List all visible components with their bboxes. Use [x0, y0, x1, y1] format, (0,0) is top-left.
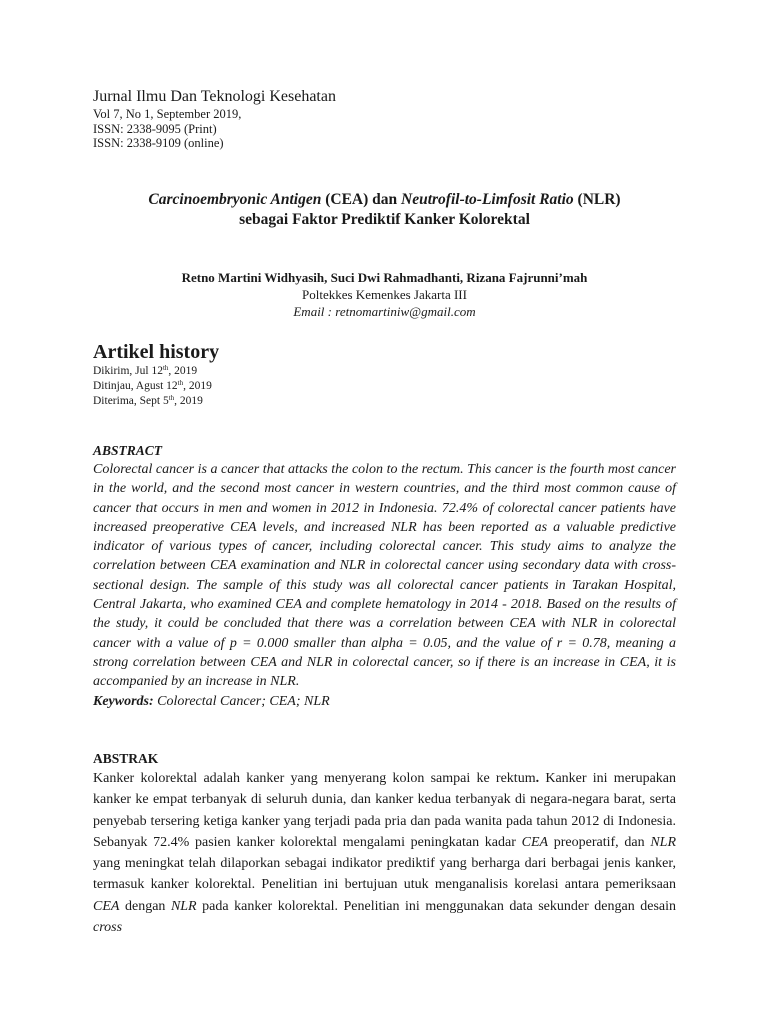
- title-nlr-term: Neutrofil-to-Limfosit Ratio: [401, 191, 574, 208]
- abstrak-section: [93, 750, 676, 938]
- journal-name: Jurnal Ilmu Dan Teknologi Kesehatan: [93, 88, 336, 105]
- history-reviewed-ordinal: th: [177, 379, 184, 387]
- article-history: [93, 340, 683, 409]
- history-sent: [93, 364, 683, 379]
- abstrak-bold-period: .: [535, 771, 540, 786]
- abstrak-term-cea-2: CEA: [93, 898, 120, 914]
- history-accepted-year: , 2019: [174, 395, 203, 407]
- history-reviewed: [93, 379, 683, 394]
- abstrak-term-cea: CEA: [521, 834, 549, 850]
- abstrak-text-4: yang meningkat telah dilaporkan sebagai indikator prediktif yang berharga dari berbagai jenis kanker, termasuk kanker kolorektal. Penelitian ini bertujuan utuk menganalisis korelasi antara pemeriksaan: [93, 856, 676, 893]
- abstract-heading: ABSTRACT: [93, 443, 163, 458]
- history-sent-year: , 2019: [168, 365, 198, 377]
- abstract-section: [93, 442, 676, 711]
- keywords-label: Keywords:: [93, 693, 154, 709]
- history-accepted: [93, 394, 683, 409]
- abstrak-text-6: pada kanker kolorektal. Penelitian ini menggunakan data sekunder dengan desain: [196, 898, 676, 914]
- abstract-body: Colorectal cancer is a cancer that attacks the colon to the rectum. This cancer is the fourth most cancer in the world, and the second most cancer in western countries, and the third most common cause of cancer that occurs in men and women in 2012 in Indonesia. 72.4% of colorectal cancer patients have increased preoperative CEA levels, and increased NLR has been reported as a valuable predictive indicator of various types of cancer, including colorectal cancer. This study aims to analyze the correlation between CEA examination and NLR in colorectal cancer using secondary data with cross-sectional design. The sample of this study was all colorectal cancer patients in Tarakan Hospital, Central Jakarta, who examined CEA and complete hematology in 2014 - 2018. Based on the results of the study, it could be concluded that there was a correlation between CEA with NLR in colorectal cancer with a value of p = 0.000 smaller than alpha = 0.05, and the value of r = 0.78, meaning a strong correlation between CEA and NLR in colorectal cancer, so if there is an increase in CEA, it is accompanied by an increase in NLR.: [93, 462, 676, 690]
- title-line-1: [93, 190, 676, 210]
- keywords-line: [93, 692, 676, 711]
- history-accepted-date: Diterima, Sept 5: [93, 395, 169, 407]
- history-sent-date: Dikirim, Jul 12: [93, 365, 163, 377]
- paper-title: [93, 190, 676, 230]
- author-email: Email : retnomartiniw@gmail.com: [293, 304, 476, 319]
- abstrak-term-cross: cross: [93, 920, 123, 936]
- author-block: [93, 269, 676, 320]
- title-cea-abbrev: (CEA) dan: [321, 191, 402, 208]
- abstrak-text-5: dengan: [119, 898, 171, 914]
- title-line-2: sebagai Faktor Prediktif Kanker Kolorektal: [239, 211, 530, 228]
- history-accepted-ordinal: th: [168, 394, 175, 402]
- journal-issn-online: ISSN: 2338-9109 (online): [93, 136, 224, 150]
- history-reviewed-date: Ditinjau, Agust 12: [93, 380, 178, 392]
- keywords-list: Colorectal Cancer; CEA; NLR: [153, 693, 330, 709]
- author-affiliation: Poltekkes Kemenkes Jakarta III: [302, 287, 467, 302]
- journal-issn-print: ISSN: 2338-9095 (Print): [93, 121, 217, 136]
- abstrak-term-nlr-2: NLR: [170, 898, 197, 914]
- abstrak-heading: ABSTRAK: [93, 751, 159, 766]
- abstrak-term-nlr: NLR: [650, 834, 677, 850]
- journal-volume: Vol 7, No 1, September 2019,: [93, 107, 242, 121]
- title-nlr-abbrev: (NLR): [573, 191, 621, 208]
- abstrak-body: [93, 768, 676, 938]
- history-sent-ordinal: th: [162, 364, 169, 372]
- abstrak-text-3: preoperatif, dan: [548, 834, 651, 850]
- history-heading: Artikel history: [93, 341, 220, 363]
- abstrak-text-2: Kanker ini merupakan kanker ke empat terbanyak di seluruh dunia, dan kanker kedua terbanyak di negara-negara barat, serta penyebab tersering ketiga kanker yang terjadi pada pria dan pada wanita pada tahun 2012 di Indonesia. Sebanyak 72.4% pasien kanker kolorektal mengalami peningkatan kadar: [93, 771, 676, 850]
- author-names: Retno Martini Widhyasih, Suci Dwi Rahmadhanti, Rizana Fajrunni’mah: [181, 270, 588, 285]
- title-cea-term: Carcinoembryonic Antigen: [148, 191, 322, 208]
- abstrak-text-1: Kanker kolorektal adalah kanker yang menyerang kolon sampai ke rektum: [93, 771, 536, 786]
- journal-header: [93, 87, 683, 151]
- history-reviewed-year: , 2019: [183, 380, 212, 392]
